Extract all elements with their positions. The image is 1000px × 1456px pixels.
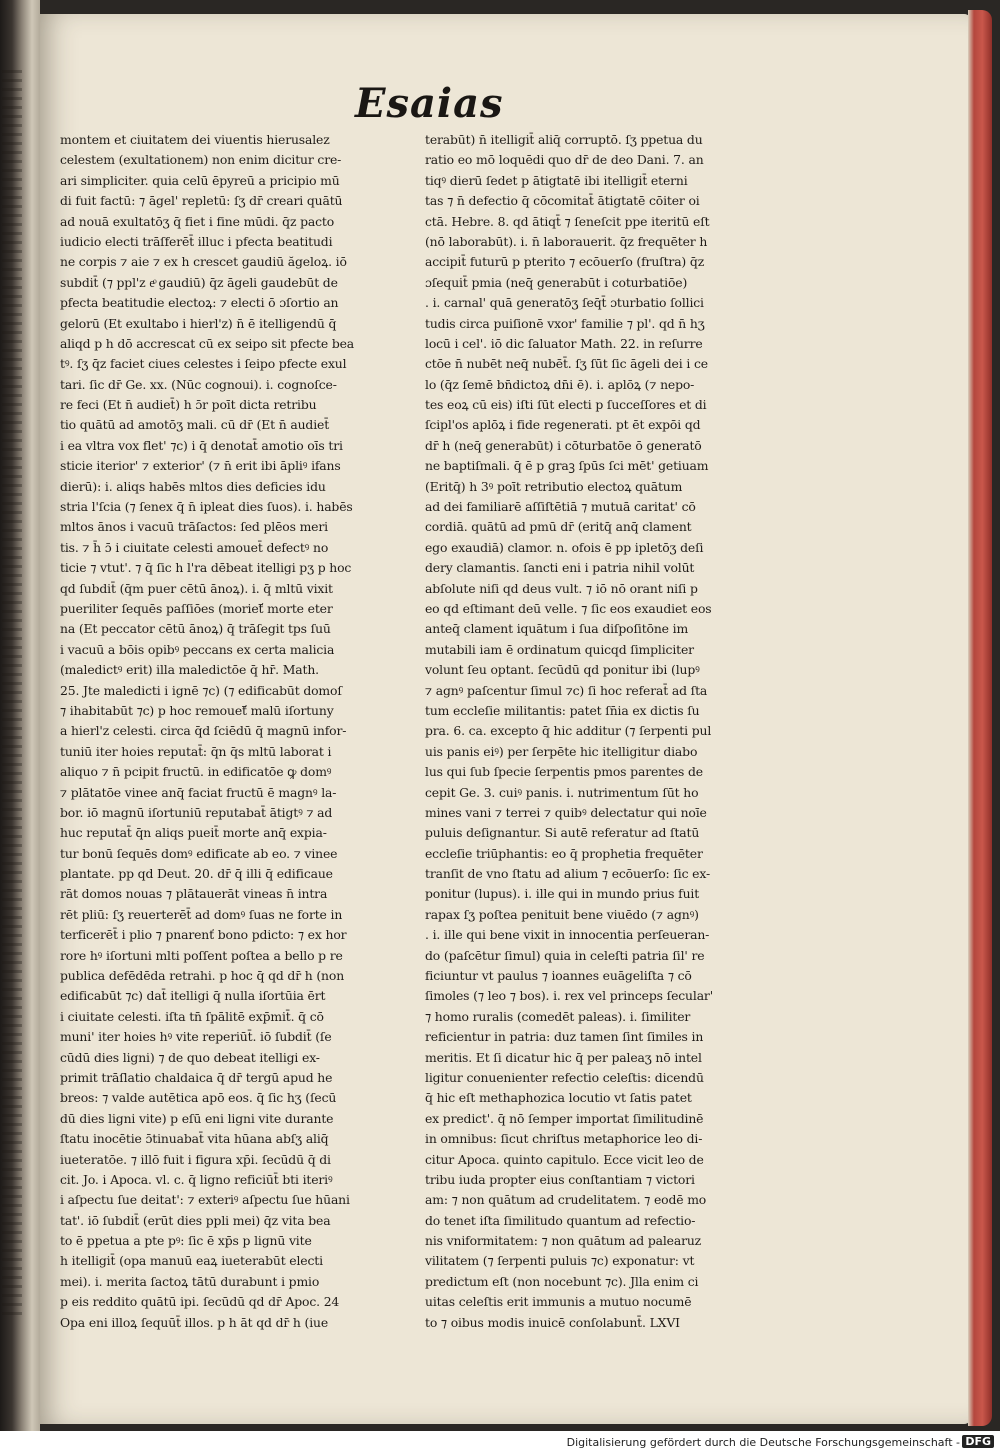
text-line: aliquo ⁊ n̄ pcipit fructū. in edificatōe ꝙ domꝰ <box>60 764 332 780</box>
text-line: predictum eſt (non nocebunt ⁊c). Jlla enim ci <box>425 1273 699 1289</box>
text-line: eccleſie triūphantis: eo q̄ prophetia frequēter <box>425 845 703 861</box>
text-line: aliqd p h dō accrescat cū ex seipo sit pfecte bea <box>60 335 355 351</box>
text-line: eo qd eſtimant deū velle. ⁊ ſic eos exaudiet eos <box>425 600 712 616</box>
text-line: tribu iuda propter eius conſtantiam ⁊ victori <box>425 1171 695 1187</box>
text-line: ⁊ agnꝰ paſcentur ſimul ⁊c) ſi hoc referat̄ ad ſta <box>425 682 708 698</box>
text-line: gelorū (Et exultabo i hierl'z) n̄ ē itelligendū q̄ <box>60 315 337 331</box>
text-line: uis panis eiꝰ) per ſerpēte hic itelligitur diabo <box>425 743 698 759</box>
text-column-left <box>60 130 410 1333</box>
text-line: ⁊ ihabitabūt ⁊c) p hoc remoueť̄ malū iſortuny <box>60 702 334 718</box>
text-line: montem et ciuitatem dei viuentis hierusalez <box>60 132 330 147</box>
text-line: locū i cel'. iō dic ſaluator Math. 22. in reſurre <box>425 335 703 351</box>
text-line: rore hꝰ iſortuni mlti poſſent poſtea a bello p re <box>60 947 343 963</box>
text-line: cordiā. quātū ad pmū dr̄ (eritq̄ anq̄ clament <box>425 519 692 535</box>
text-line: . i. carnal' quā generatōʒ ſeq̄t̄ ɔturbatio ſollici <box>425 295 704 311</box>
text-line: anteq̄ clament iquātum i ſua diſpoſitōne im <box>425 621 689 637</box>
text-line: tio quātū ad amotōʒ mali. cū dr̄ (Et n̄ audiet̄ <box>60 417 330 433</box>
text-line: ctōe n̄ nubēt neq̄ nubēt̄. ſʒ ſūt ſic āgeli dei i ce <box>425 356 708 372</box>
text-line: (nō laborabūt). i. n̄ laborauerit. q̄z frequēter h <box>425 233 708 249</box>
funding-credit: Digitalisierung gefördert durch die Deutsche Forschungsgemeinschaft - <box>566 1436 960 1449</box>
text-line: lo (q̄z ſemē bn̄dictoꝝ dn̄i ē). i. aplōꝝ (⁊ nepo- <box>425 376 695 392</box>
text-line: ne baptiſmali. q̄ ē p graꝫ ſpūs ſci mēt' getiuam <box>425 458 709 474</box>
text-line: i aſpectu ſue deitat': ⁊ exteriꝰ aſpectu ſue hūani <box>60 1192 350 1208</box>
red-page-edge <box>968 10 992 1426</box>
text-line: (Eritq̄) h 3ꝰ poīt retributio electoꝝ quātum <box>425 478 683 494</box>
text-line: rapax ſʒ poſtea penituit bene viuēdo (⁊ agnꝰ) <box>425 906 699 922</box>
text-line: plantate. pp qd Deut. 20. dr̄ q̄ illi q̄ edificaue <box>60 866 333 882</box>
text-line: ex predict'. q̄ nō ſemper importat ſimilitudinē <box>425 1110 704 1126</box>
dfg-logo: DFG <box>962 1435 994 1448</box>
text-line: ponitur (lupus). i. ille qui in mundo prius fuit <box>425 886 700 902</box>
text-line: tes eoꝝ cū eis) iſti ſūt electi p ſucceſſores et di <box>425 397 707 413</box>
text-line: Opa eni illoꝝ ſequūt̄ illos. p h āt qd dr̄ h (iue <box>60 1314 329 1330</box>
text-line: subdit̄ (⁊ ppl'z eͦ gaudiū) q̄z āgeli gaudebūt de <box>60 274 338 290</box>
text-line: terficerēt̄ i plio ⁊ pnarenť bono pdicto: ⁊ ex hor <box>60 927 347 943</box>
text-line: ne corpis ⁊ aie ⁊ ex h crescet gaudiū ăgeloꝝ. iō <box>60 254 347 270</box>
text-line: tur bonū ſequēs domꝰ edificate ab eo. ⁊ vinee <box>60 845 338 861</box>
text-line: lus qui ſub ſpecie ſerpentis pmos parentes de <box>425 764 703 780</box>
text-line: ſcipl'os aplōꝝ i fide regenerati. pt ēt expōi qd <box>425 417 701 433</box>
text-line: tranſit de vno ſtatu ad alium ⁊ ecōuerſo: ſic ex- <box>425 866 710 882</box>
text-line: reficientur in patria: duz tamen ſint ſimiles in <box>425 1029 704 1045</box>
text-line: p eis reddito quātū ipi. ſecūdū qd dr̄ Apoc. 24 <box>60 1294 340 1310</box>
text-line: edificabūt ⁊c) dat̄ itelligi q̄ nulla iſortūia ērt <box>60 988 326 1004</box>
text-line: rāt domos nouas ⁊ plātauerāt vineas n̄ intra <box>60 886 328 902</box>
text-line: am: ⁊ non quātum ad crudelitatem. ⁊ eodē mo <box>425 1192 707 1208</box>
text-line: ctā. Hebre. 8. qd ātiqt̄ ⁊ ſeneſcit ppe iteritū eſt <box>425 213 710 229</box>
text-line: cit. Jo. i Apoca. vl. c. q̄ ligno reficiūt̄ bti iteriꝰ <box>60 1171 333 1187</box>
text-line: abſolute niſi qd deus vult. ⁊ iō nō orant niſi p <box>425 580 698 596</box>
text-line: ratio eo mō loquēdi quo dr̄ de deo Dani. 7. an <box>425 152 704 168</box>
text-column-right <box>425 130 775 1333</box>
text-line: ſimoles (⁊ leo ⁊ bos). i. rex vel princeps ſecular' <box>425 988 713 1004</box>
text-line: tari. ſic dr̄ Ge. xx. (Nūc cognoui). i. cognoſce- <box>60 376 337 392</box>
text-line: mltos ānos i vacuū trāſactos: ſed plēos meri <box>60 519 328 535</box>
text-line: iueteratōe. ⁊ illō fuit i figura xp̄i. ſecūdū q̄ di <box>60 1151 331 1167</box>
text-line: dū dies ligni vite) p eſū eni ligni vite durante <box>60 1110 334 1126</box>
text-line: ⁊ homo ruralis (comedēt paleas). i. ſimiliter <box>425 1008 691 1024</box>
text-line: publica defēdēda retrahi. p hoc q̄ qd dr̄ h (non <box>60 968 345 984</box>
text-line: tis. ⁊ h̄ ɔ̄ i ciuitate celesti amouet̄ defectꝰ no <box>60 539 329 555</box>
text-line: vilitatem (⁊ ſerpenti puluis ⁊c) exponatur: vt <box>425 1253 695 1269</box>
text-line: mutabili iam ē ordinatum quicqd ſimpliciter <box>425 641 694 657</box>
text-line: dery clamantis. ſancti eni i patria nihil volūt <box>425 560 695 576</box>
text-line: di fuit factū: ⁊ āgel' repletū: ſʒ dr̄ creari quātū <box>60 193 343 209</box>
text-line: 25. Jte maledicti i ignē ⁊c) (⁊ edificabūt domoſ <box>60 682 342 698</box>
text-line: tuniū iter hoies reputat̄: q̄n q̄s mltū laborat i <box>60 743 332 759</box>
text-line: cūdū dies ligni) ⁊ de quo debeat itelligi ex- <box>60 1049 320 1065</box>
text-line: pra. 6. ca. excepto q̄ hic additur (⁊ ſerpenti pul <box>425 723 712 739</box>
text-line: to ē ppetua a pte pꝰ: ſic ē xp̄s p lignū vite <box>60 1233 312 1249</box>
text-line: tat'. iō ſubdit̄ (erūt dies ppli mei) q̄z vita bea <box>60 1212 331 1228</box>
text-line: sticie iterior' ⁊ exterior' (⁊ n̄ erit ibi āpliꝰ ifans <box>60 458 341 474</box>
text-line: ɔſequit̄ pmia (neq̄ generabūt i coturbatiōe) <box>425 274 688 290</box>
text-line: i vacuū a bōis opibꝰ peccans ex certa malicia <box>60 641 335 657</box>
text-line: mines vani ⁊ terrei ⁊ quibꝰ delectatur qui noīe <box>425 804 707 820</box>
text-line: muni' iter hoies hꝰ vite reperiūt̄. iō ſubdit̄ (ſe <box>60 1029 332 1045</box>
text-line: tum eccleſie militantis: patet ſn̄ia ex dictis ſu <box>425 702 700 718</box>
text-line: ad dei familiarē aſſiſtētiā ⁊ mutuā caritat' cō <box>425 499 696 515</box>
text-line: ego exaudiā) clamor. n. ofois ē pp ipletōʒ deſi <box>425 539 704 555</box>
text-line: ad nouā exultatōʒ q̄ fiet i fine mūdi. q̄z pacto <box>60 213 335 229</box>
text-line: do (paſcētur ſimul) quia in celeſti patria ſil' re <box>425 947 705 963</box>
text-line: do tenet iſta ſimilitudo quantum ad refectio- <box>425 1212 696 1228</box>
text-line: dierū): i. aliqs habēs mltos dies deficies idu <box>60 478 326 494</box>
text-line: breos: ⁊ valde autētica apō eos. q̄ ſic hʒ (ſecū <box>60 1090 337 1106</box>
text-line: na (Et peccator cētū ānoꝝ) q̄ trāſegit tps ſuū <box>60 621 331 637</box>
text-line: in omnibus: ſicut chriſtus metaphorice leo di- <box>425 1131 703 1147</box>
text-line: cepit Ge. 3. cuiꝰ panis. i. nutrimentum ſūt ho <box>425 784 699 800</box>
text-line: ſtatu inocētie ɔ̄tinuabat̄ vita hūana abſʒ aliq̄ <box>60 1131 329 1147</box>
text-line: ficiuntur vt paulus ⁊ ioannes euāgeliſta ⁊ cō <box>425 968 692 984</box>
text-line: tiqꝰ dierū ſedet p ātigtatē ibi itelligit̄ eterni <box>425 172 688 188</box>
facing-page-text-fragment <box>2 70 22 1320</box>
running-head: Esaias <box>355 80 504 127</box>
text-line: citur Apoca. quinto capitulo. Ecce vicit leo de <box>425 1151 704 1167</box>
footer-bar <box>0 1431 1000 1456</box>
text-line: h itelligit̄ (opa manuū eaꝝ iueterabūt electi <box>60 1253 323 1269</box>
text-line: primit trāſlatio chaldaica q̄ dr̄ tergū apud he <box>60 1069 333 1085</box>
text-line: nis vniformitatem: ⁊ non quātum ad palearuz <box>425 1233 702 1249</box>
text-line: . i. ille qui bene vixit in innocentia perſeueran- <box>425 927 710 943</box>
text-line: meritis. Et ſi dicatur hic q̄ per paleaʒ nō intel <box>425 1049 702 1065</box>
text-line: i ea vltra vox flet' ⁊c) i q̄ denotat̄ amotio oīs tri <box>60 437 343 453</box>
text-line: ticie ⁊ vtut'. ⁊ q̄ ſic h l'ra dēbeat itelligi pʒ p hoc <box>60 560 352 576</box>
text-line: accipit̄ futurū p pterito ⁊ ecōuerſo (fruſtra) q̄z <box>425 254 705 270</box>
text-line: q̄ hic eſt methaphozica locutio vt ſatis patet <box>425 1090 692 1106</box>
text-line: pfecta beatitudie electoꝝ: ⁊ electi ō ɔſortio an <box>60 295 339 311</box>
facing-page-edge <box>0 0 40 1431</box>
text-line: volunt ſeu optant. ſecūdū qd ponitur ibi (lupꝰ <box>425 662 700 678</box>
text-line: ligitur conuenienter refectio celeſtis: dicendū <box>425 1069 704 1085</box>
text-line: puluis deſignantur. Si autē referatur ad ſtatū <box>425 825 700 841</box>
text-line: ari simpliciter. quia celū ēpyreū a pricipio mū <box>60 172 340 188</box>
text-line: (maledictꝰ erit) illa maledictōe q̄ hr̄. Math. <box>60 662 319 678</box>
text-line: iudicio electi trāſferēt̄ illuc i pfecta beatitudi <box>60 233 333 249</box>
text-line: i ciuitate celesti. iſta tn̄ ſpālitē exp̄mit̄. q̄ cō <box>60 1008 324 1024</box>
text-line: dr̄ h (neq̄ generabūt) i cōturbatōe ō generatō <box>425 437 702 453</box>
text-line: uitas celeſtis erit immunis a mutuo nocumē <box>425 1294 692 1310</box>
text-line: rēt pliū: ſʒ reuerterēt̄ ad domꝰ ſuas ne forte in <box>60 906 343 922</box>
text-line: terabūt) n̄ itelligit̄ aliq̄ corruptō. ſʒ ppetua du <box>425 132 703 147</box>
text-line: ⁊ plātatōe vinee anq̄ faciat fructū ē magnꝰ la- <box>60 784 337 800</box>
text-line: to ⁊ oibus modis inuicē conſolabunt̄. LXVI <box>425 1314 680 1330</box>
text-line: tas ⁊ n̄ defectio q̄ cōcomitat̄ ātigtatē cōiter oi <box>425 193 700 209</box>
text-line: stria l'ſcia (⁊ ſenex q̄ n̄ ipleat dies ſuos). i. habēs <box>60 499 353 515</box>
text-line: tꝰ. ſʒ q̄z faciet ciues celestes i ſeipo pfecte exul <box>60 356 347 372</box>
text-line: re feci (Et n̄ audiet̄) h ɔ̄r poīt dicta retribu <box>60 397 317 413</box>
text-line: pueriliter ſequēs paſſiōes (morieť̄ morte eter <box>60 600 333 616</box>
text-line: mei). i. merita ſactoꝝ tātū durabunt i pmio <box>60 1273 320 1289</box>
text-line: bor. iō magnū iſortuniū reputabat̄ ātigtꝰ ⁊ ad <box>60 804 333 820</box>
text-line: celestem (exultationem) non enim dicitur cre- <box>60 152 342 168</box>
text-line: qd ſubdit̄ (q̄m puer cētū ānoꝝ). i. q̄ mltū vixit <box>60 580 333 596</box>
text-line: tudis circa puiſionē vxor' familie ⁊ pl'. qd n̄ hʒ <box>425 315 705 331</box>
text-line: huc reputat̄ q̄n aliqs pueit̄ morte anq̄ expia- <box>60 825 327 841</box>
text-line: a hierl'z celesti. circa q̄d ſciēdū q̄ magnū infor- <box>60 723 347 739</box>
